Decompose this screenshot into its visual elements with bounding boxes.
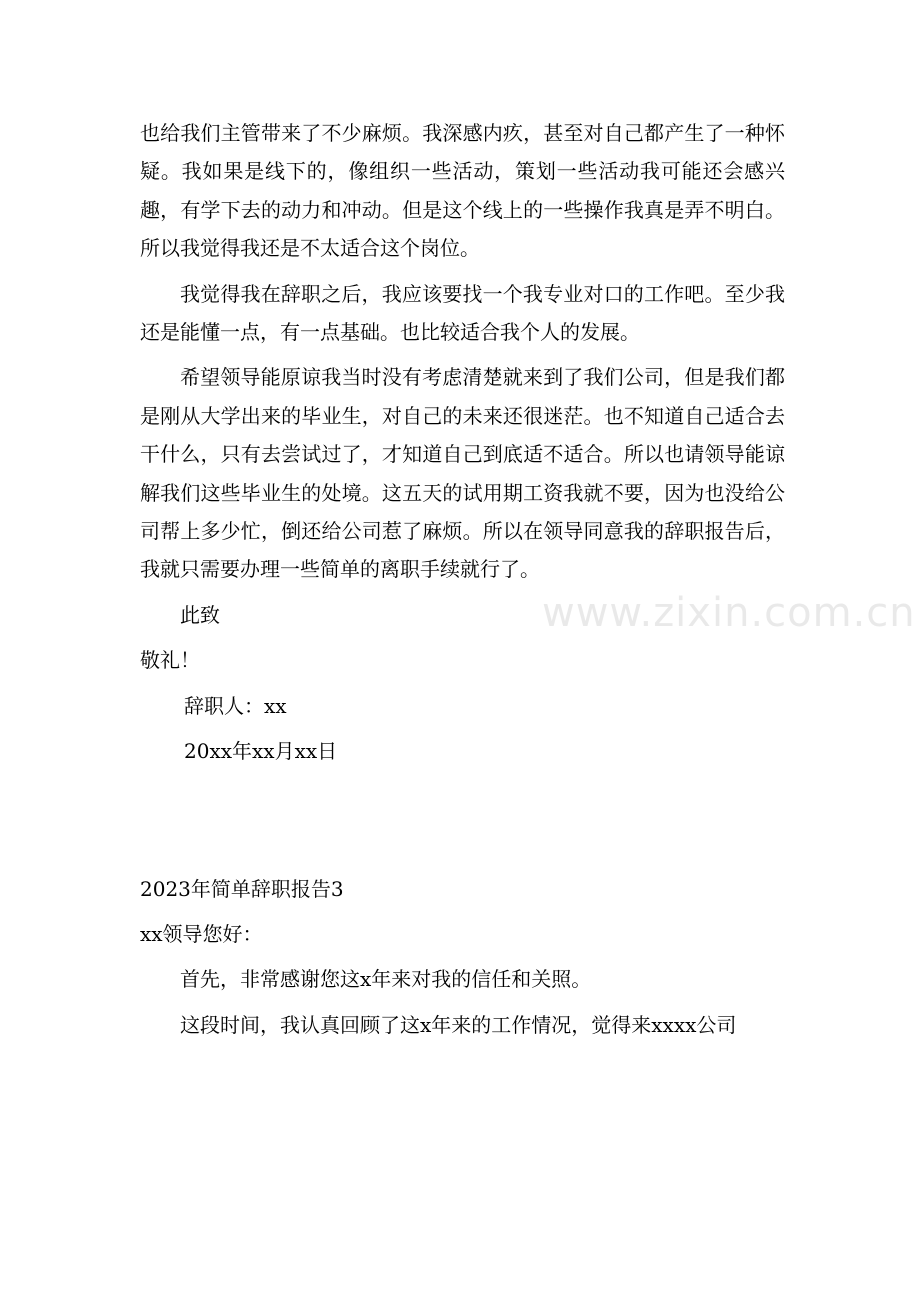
letter2-paragraph-2: 这段时间，我认真回顾了这x年来的工作情况，觉得来xxxx公司 (180, 1012, 737, 1037)
document-body (140, 114, 785, 1051)
letter2-title: 2023年简单辞职报告3 (140, 876, 344, 901)
letter2-paragraph-1: 首先，非常感谢您这x年来对我的信任和关照。 (180, 967, 592, 992)
letter1-paragraph-2: 我觉得我在辞职之后，我应该要找一个我专业对口的工作吧。至少我还是能懂一点，有一点基础。也比较适合我个人的发展。 (140, 281, 785, 345)
section-gap (140, 778, 785, 870)
letter1-closing-2: 敬礼！ (140, 648, 200, 673)
letter2-salutation: xx领导您好： (140, 921, 263, 946)
letter1-paragraph-1: 也给我们主管带来了不少麻烦。我深感内疚，甚至对自己都产生了一种怀疑。我如果是线下的，像组织一些活动，策划一些活动我可能还会感兴趣，有学下去的动力和冲动。但是这个线上的一些操作我真是弄不明白。所以我觉得我还是不太适合这个岗位。 (140, 121, 785, 261)
letter1-signer: 辞职人：xx (184, 693, 287, 718)
letter1-date: 20xx年xx月xx日 (184, 739, 338, 764)
watermark: www.zixin.com.cn (542, 590, 916, 636)
letter1-closing-1: 此致 (180, 602, 220, 627)
letter1-paragraph-3: 希望领导能原谅我当时没有考虑清楚就来到了我们公司，但是我们都是刚从大学出来的毕业生，对自己的未来还很迷茫。也不知道自己适合去干什么，只有去尝试过了，才知道自己到底适不适合。所以也请领导能谅解我们这些毕业生的处境。这五天的试用期工资我就不要，因为也没给公司帮上多少忙，倒还给公司惹了麻烦。所以在领导同意我的辞职报告后，我就只需要办理一些简单的离职手续就行了。 (140, 365, 785, 582)
